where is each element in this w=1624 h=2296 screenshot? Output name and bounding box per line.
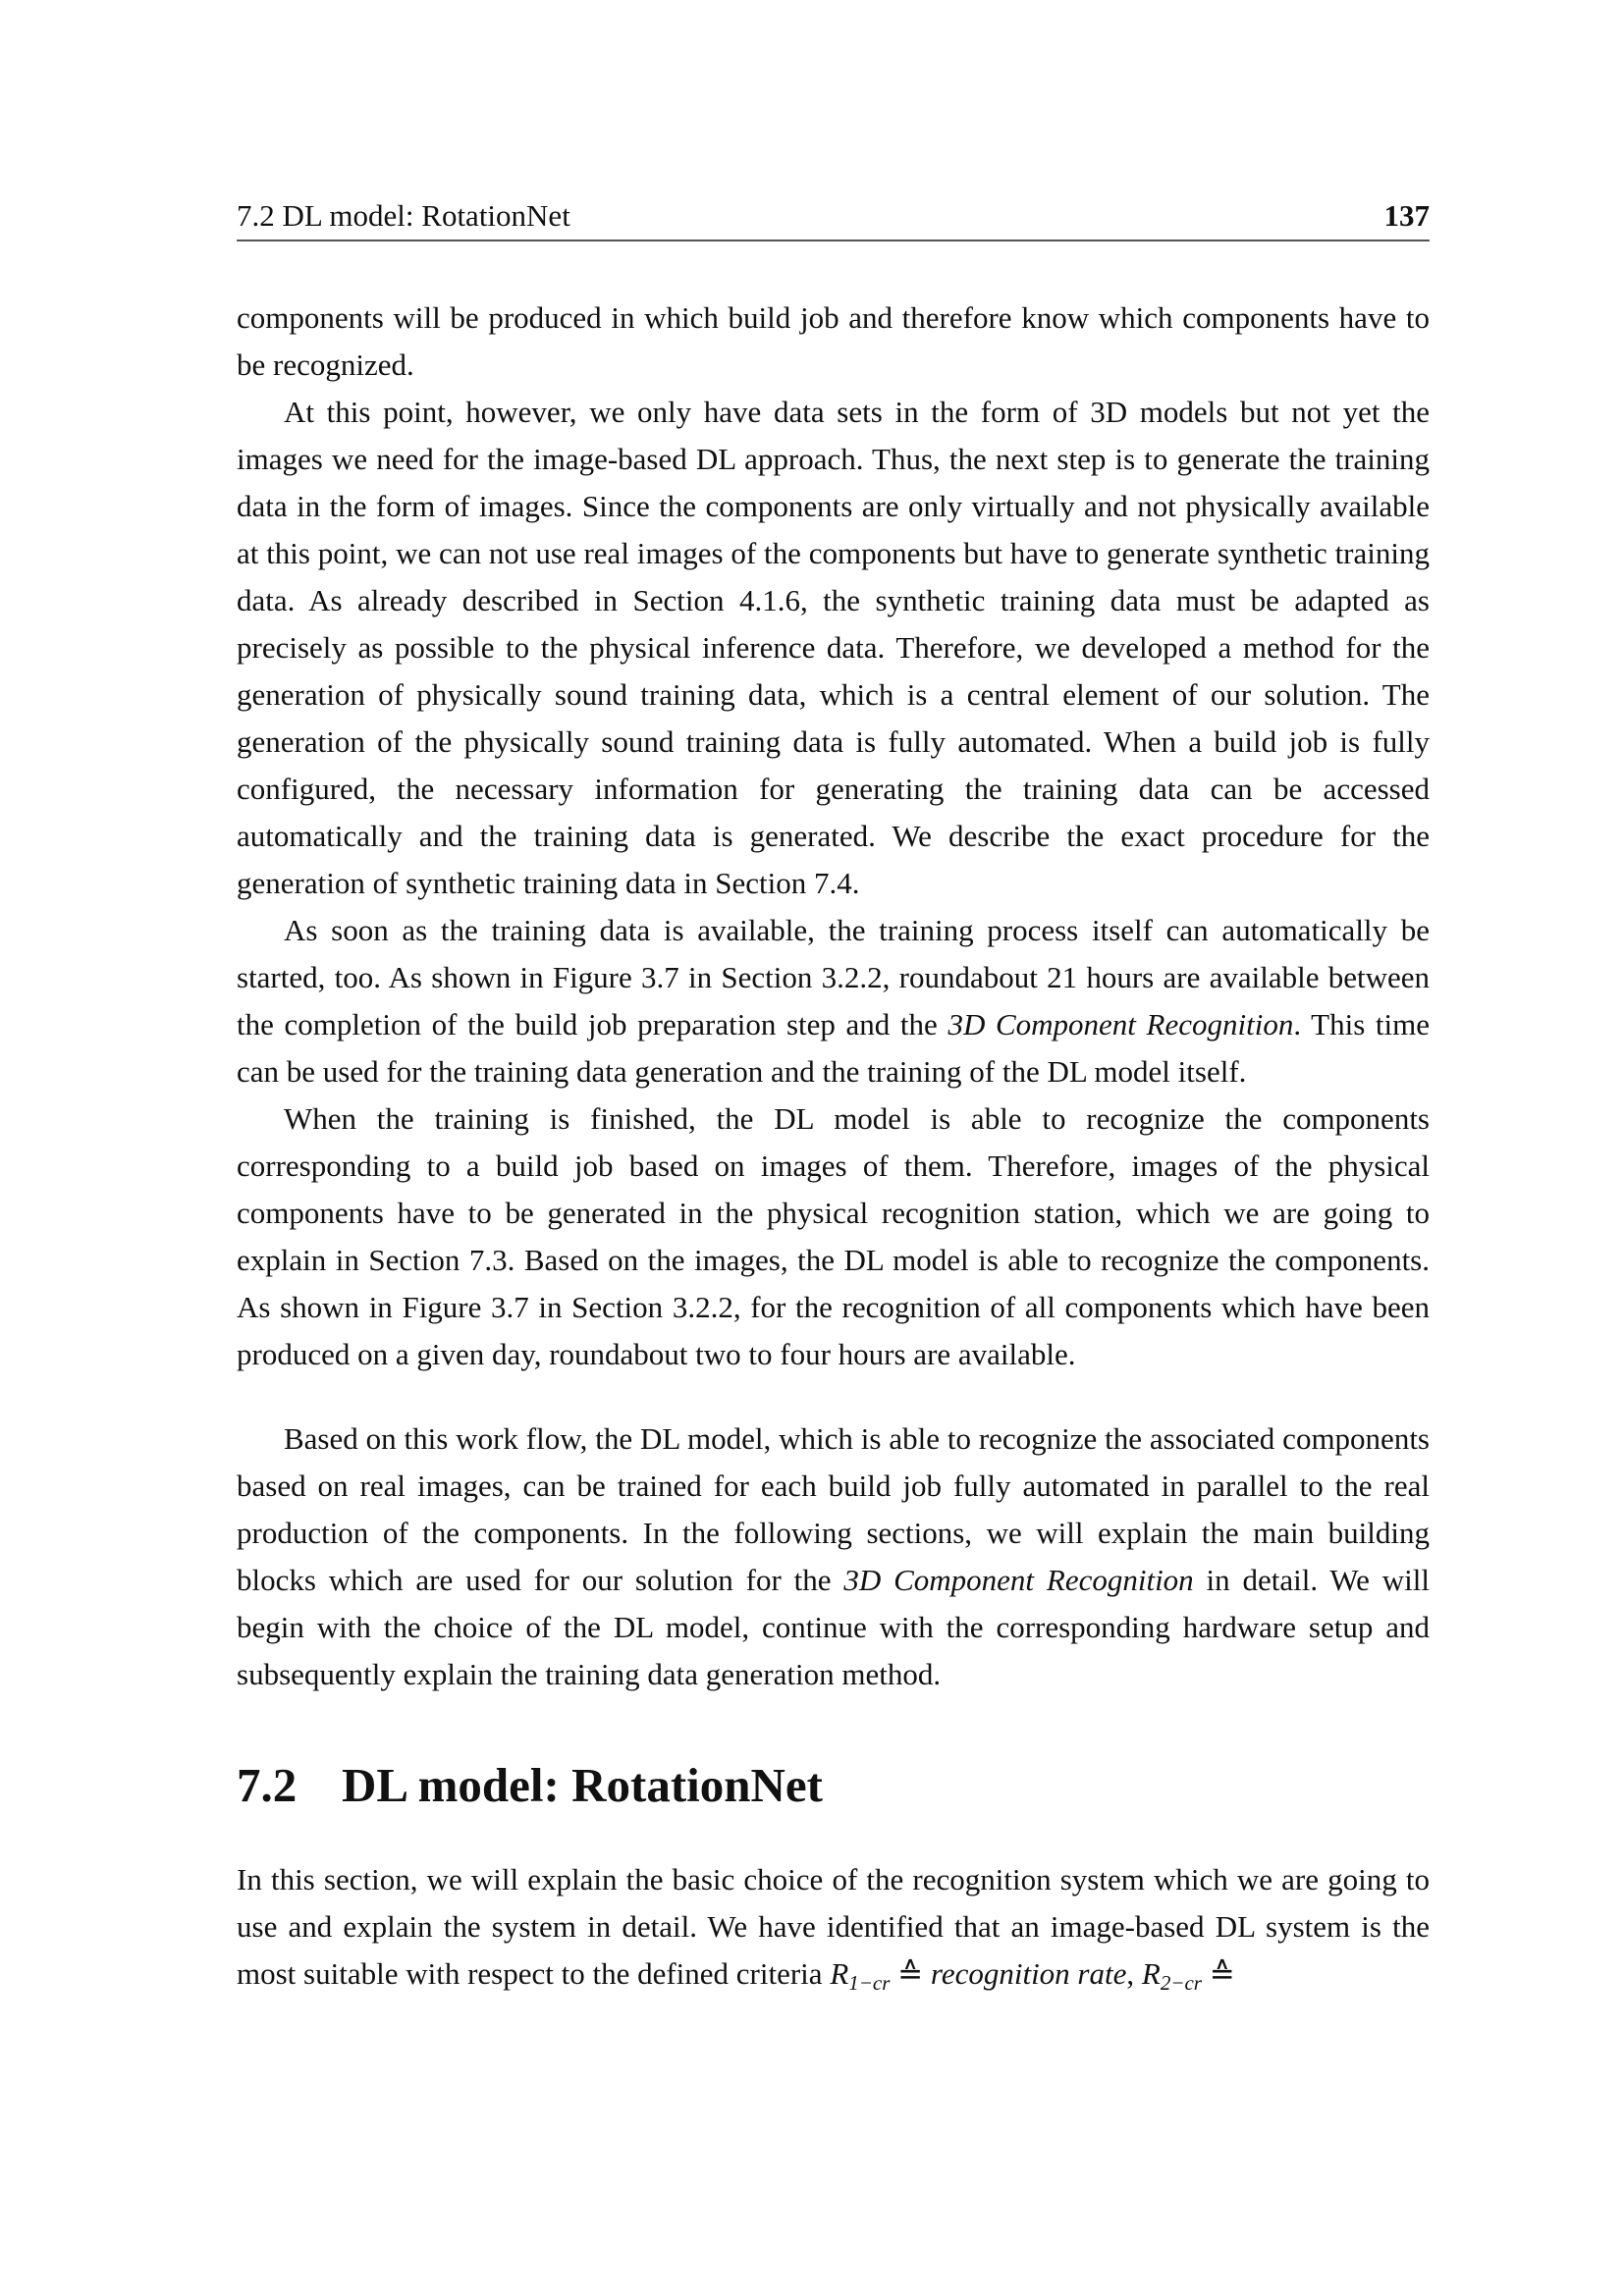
running-title: 7.2 DL model: RotationNet <box>237 198 570 233</box>
separator: , <box>1126 1956 1142 1991</box>
paragraph-text: Based on this work flow, the DL model, which is able to recognize the associated components based on real images, can be trained for each build job fully automated in parallel to the real production of the components. In the following sections, we will explain the main building blocks which are used for our solution for the <box>237 1421 1430 1597</box>
paragraph-training-process <box>237 907 1430 1095</box>
paragraph-text: in detail. We will begin with the choice of the DL model, continue with the corresponding hardware setup and subsequently explain the training data generation method. <box>237 1563 1430 1691</box>
paragraph-text: . This time can be used for the training data generation and the training of the DL model itself. <box>237 1007 1430 1089</box>
paragraph-section-intro <box>237 1856 1430 1998</box>
paragraph-work-flow <box>237 1415 1430 1698</box>
paragraph-text: As soon as the training data is available, the training process itself can automatically be started, too. As shown in Figure 3.7 in Section 3.2.2, roundabout 21 hours are available between the completion of the build job preparation step and the <box>237 913 1430 1041</box>
body-text-block-3 <box>237 1856 1430 1998</box>
emphasis-term: 3D Component Recognition <box>843 1563 1194 1597</box>
criterion-r1-term: recognition rate <box>930 1956 1127 1991</box>
paragraph-recognition: When the training is finished, the DL model is able to recognize the components corresponding to a build job based on images of them. Therefore, images of the physical components have to be generated in the physical recognition station, which we are going to explain in Section 7.3. Based on the images, the DL model is able to recognize the components. As shown in Figure 3.7 in Section 3.2.2, for the recognition of all components which have been produced on a given day, roundabout two to four hours are available. <box>237 1101 1430 1371</box>
paragraph-text: In this section, we will explain the basic choice of the recognition system which we are going to use and explain the system in detail. We have identified that an image-based DL system is the most suitable with respect to the defined criteria <box>237 1862 1430 1991</box>
corresponds-symbol: ≙ <box>1201 1956 1235 1991</box>
criterion-r1-subscript: 1−cr <box>848 1971 891 1995</box>
corresponds-symbol: ≙ <box>890 1956 931 1991</box>
paragraph-continued: components will be produced in which build job and therefore know which components have to be recognized. <box>237 300 1430 382</box>
page-number: 137 <box>1383 198 1430 233</box>
emphasis-term: 3D Component Recognition <box>947 1007 1294 1041</box>
section-number: 7.2 <box>237 1758 298 1812</box>
section-heading <box>237 1757 823 1813</box>
body-text-block-1 <box>237 294 1430 1378</box>
criterion-r1-symbol: $R_{1-cr}$ <box>830 1956 891 1995</box>
criterion-r2-subscript: 2−cr <box>1160 1971 1202 1995</box>
body-text-block-2 <box>237 1415 1430 1698</box>
section-title: DL model: RotationNet <box>342 1758 823 1812</box>
paragraph-training-data: At this point, however, we only have data sets in the form of 3D models but not yet the images we need for the image-based DL approach. Thus, the next step is to generate the training data in the form of images. Since the components are only virtually and not physically available at this point, we can not use real images of the components but have to generate synthetic training data. As already described in Section 4.1.6, the synthetic training data must be adapted as precisely as possible to the physical inference data. Therefore, we developed a method for the generation of physically sound training data, which is a central element of our solution. The generation of the physically sound training data is fully automated. When a build job is fully configured, the necessary information for generating the training data can be accessed automatically and the training data is generated. We describe the exact procedure for the generation of synthetic training data in Section 7.4. <box>237 395 1430 900</box>
running-header <box>237 194 1430 241</box>
criterion-r2-symbol: $R_{2-cr}$ <box>1141 1956 1202 1995</box>
